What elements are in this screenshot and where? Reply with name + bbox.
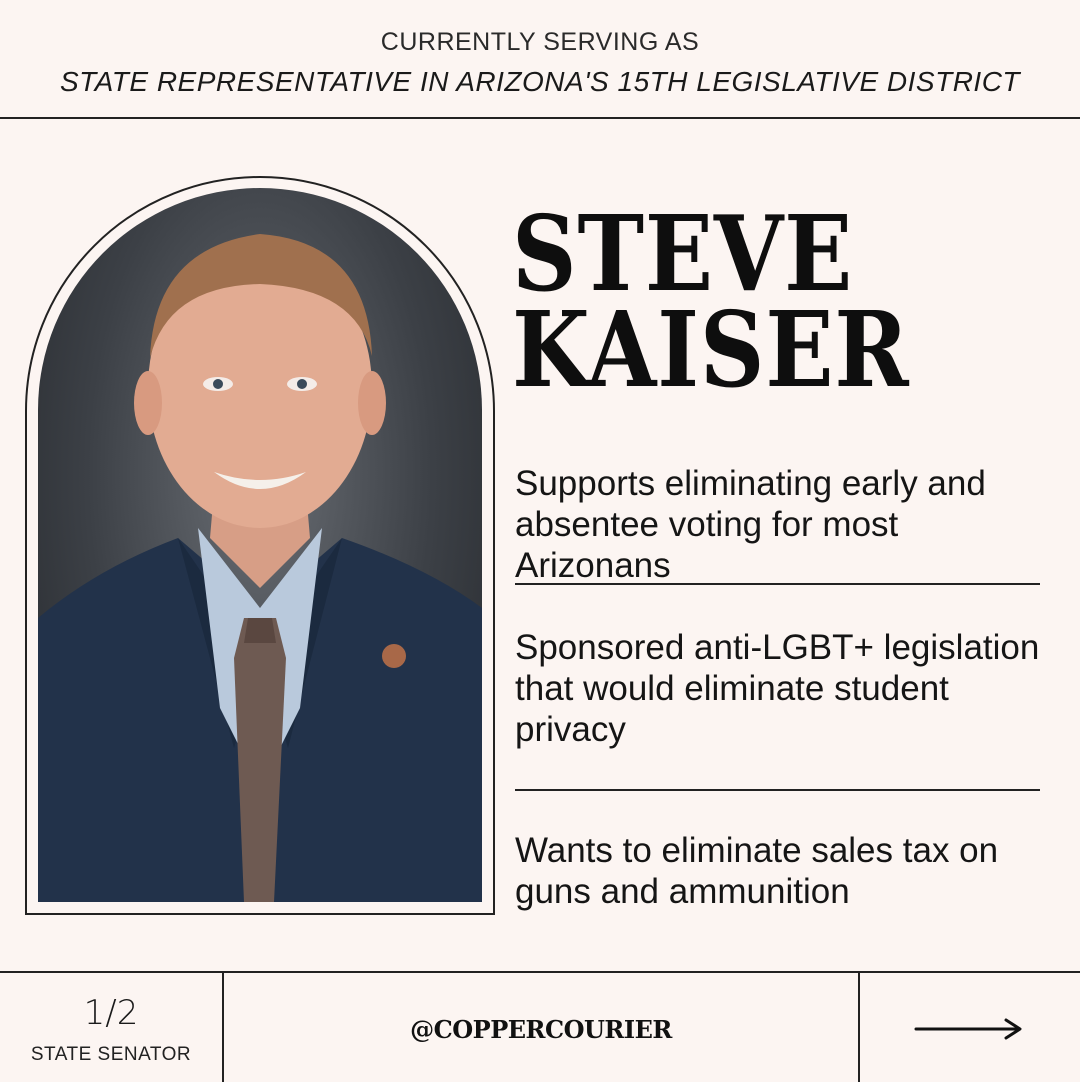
fact-3: Wants to eliminate sales tax on guns and ammunition [515, 831, 999, 911]
serving-label: CURRENTLY SERVING AS [380, 28, 700, 56]
candidate-name [512, 192, 1052, 411]
footer-divider-right [858, 973, 860, 1082]
brand-handle: @COPPERCOURIER [410, 1015, 672, 1044]
candidate-first-name: STEVE [512, 192, 854, 315]
race-label: STATE SENATOR [30, 1044, 192, 1065]
right-arrow-icon[interactable] [912, 1016, 1028, 1042]
candidate-last-name: KAISER [512, 288, 910, 411]
page-indicator: 1/2 [83, 993, 139, 1033]
fact-1: Supports eliminating early and absentee voting for most Arizonans [515, 464, 986, 585]
fact-2: Sponsored anti-LGBT+ legislation that would eliminate student privacy [515, 628, 1040, 749]
header-banner [0, 0, 1080, 119]
portrait-illustration [38, 188, 482, 902]
fact-divider-2 [515, 789, 1040, 791]
current-position: STATE REPRESENTATIVE IN ARIZONA'S 15TH LEGISLATIVE DISTRICT [59, 66, 1021, 97]
candidate-photo [38, 188, 482, 902]
fact-divider-1 [515, 583, 1040, 585]
